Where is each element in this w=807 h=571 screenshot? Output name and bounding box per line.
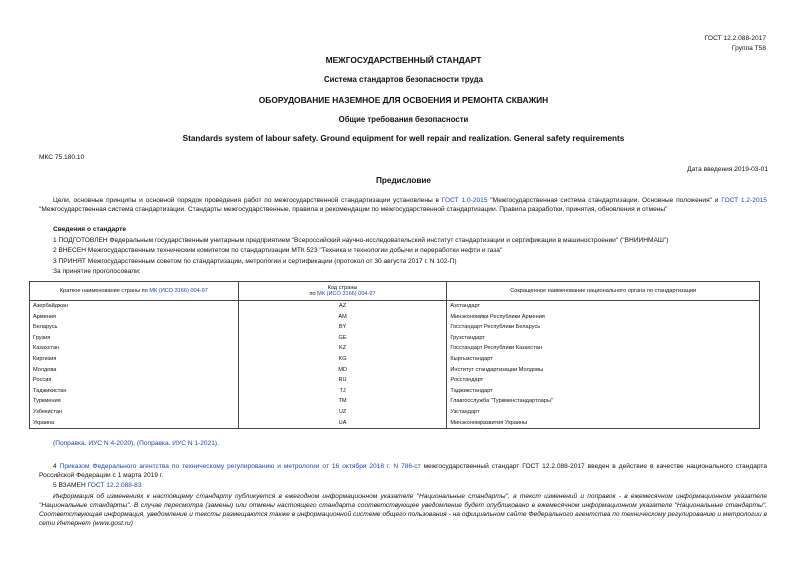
- country-code: RU: [238, 375, 447, 386]
- country-code: BY: [238, 322, 447, 333]
- gost-1-0-link[interactable]: ГОСТ 1.0-2015: [441, 197, 488, 204]
- country-code: KZ: [238, 343, 447, 354]
- country-code: TM: [238, 396, 447, 407]
- table-body: [30, 301, 760, 429]
- mks-code: МКС 75.180.10: [39, 154, 85, 161]
- rosstandart-order-link[interactable]: Приказом Федерального агентства по техническому регулированию и метрологии от 16 октября 2018 г. N 786-ст: [59, 463, 421, 470]
- voting-countries-table: [29, 281, 760, 429]
- country-name: Киргизия: [30, 354, 239, 365]
- standard-group: Группа Т58: [731, 45, 766, 52]
- national-body: Кыргызстандарт: [447, 354, 760, 365]
- national-body: Госстандарт Республики Казахстан: [447, 343, 760, 354]
- national-body: Узстандарт: [447, 407, 760, 418]
- national-body: Таджикстандарт: [447, 386, 760, 397]
- national-body: Госстандарт Республики Беларусь: [447, 322, 760, 333]
- preface-heading: Предисловие: [376, 176, 431, 185]
- country-name: Азербайджан: [30, 301, 239, 312]
- document-subtitle: Общие требования безопасности: [338, 115, 469, 124]
- mk-iso-link[interactable]: МК (ИСО 3166) 004-97: [149, 287, 208, 294]
- standard-type-heading: МЕЖГОСУДАРСТВЕННЫЙ СТАНДАРТ: [325, 55, 482, 65]
- table-header-row: [30, 282, 760, 301]
- national-body: Институт стандартизации Молдовы: [447, 365, 760, 376]
- country-name: Россия: [30, 375, 239, 386]
- header-national-body: Сокращенное наименование национального органа по стандартизации: [447, 282, 760, 301]
- table-row: [30, 322, 760, 333]
- table-row: [30, 312, 760, 323]
- item-2-introduced: 2 ВНЕСЕН Межгосударственным техническим комитетом по стандартизации МТК 523 "Техника и технологии добычи и переработки нефти и газа": [53, 247, 503, 254]
- standard-code: ГОСТ 12.2.088-2017: [704, 35, 766, 42]
- table-row: [30, 365, 760, 376]
- gost-12-2-088-83-link[interactable]: ГОСТ 12.2.088-83: [87, 482, 142, 489]
- table-row: [30, 375, 760, 386]
- preface-text-c: "Межгосударственная система стандартизации. Стандарты межгосударственные, правила и рекомендации по межгосударственной стандартизации. Правила разработки, принятия, обновления и отмены": [39, 206, 668, 213]
- item-4-enacted: 4 Приказом Федерального агентства по техническому регулированию и метрологии от 16 октября 2018 г. N 786-ст межгосударственный стандарт ГОСТ 12.2.088-2017 введен в действие в качестве национального стандарта Российской Федерации с 1 марта 2019 г.: [39, 463, 768, 479]
- country-name: Казахстан: [30, 343, 239, 354]
- table-row: [30, 418, 760, 429]
- gost-1-2-link[interactable]: ГОСТ 1.2-2015: [721, 197, 767, 204]
- national-body: Минэкономразвития Украины: [447, 418, 760, 429]
- table-row: [30, 386, 760, 397]
- national-body: Росстандарт: [447, 375, 760, 386]
- introduction-date: Дата введения 2019-03-01: [687, 166, 768, 173]
- table-row: [30, 407, 760, 418]
- header-country-name: Краткое наименование страны по МК (ИСО 3166) 004-97: [30, 282, 239, 301]
- country-code: MD: [238, 365, 447, 376]
- country-code: KG: [238, 354, 447, 365]
- country-code: GE: [238, 333, 447, 344]
- table-row: [30, 396, 760, 407]
- english-title: Standards system of labour safety. Ground equipment for well repair and realization. General safety requirements: [182, 134, 625, 143]
- item-1-prepared: 1 ПОДГОТОВЛЕН Федеральным государственным унитарным предприятием "Всероссийский научно-исследовательский институт стандартизации и сертификации в машиностроении" ("ВНИИНМАШ"): [53, 237, 669, 244]
- item-4-text: межгосударственный стандарт ГОСТ 12.2.088-2017 введен в действие в качестве национального стандарта Российской Федерации с 1 марта 2019 г.: [39, 463, 768, 479]
- country-name: Армения: [30, 312, 239, 323]
- document-title: ОБОРУДОВАНИЕ НАЗЕМНОЕ ДЛЯ ОСВОЕНИЯ И РЕМОНТА СКВАЖИН: [258, 95, 549, 105]
- country-code: UZ: [238, 407, 447, 418]
- preface-text-b: "Межгосударственная система стандартизации. Основные положения" и: [490, 197, 719, 204]
- table-row: [30, 333, 760, 344]
- header-country-code: Код страны по МК (ИСО 3166) 004-97: [238, 282, 447, 301]
- voted-label: За принятие проголосовали:: [53, 268, 141, 275]
- country-name: Узбекистан: [30, 407, 239, 418]
- national-body: Азстандарт: [447, 301, 760, 312]
- country-code: AM: [238, 312, 447, 323]
- country-name: Молдова: [30, 365, 239, 376]
- national-body: Минэкономики Республики Армения: [447, 312, 760, 323]
- country-code: AZ: [238, 301, 447, 312]
- country-name: Таджикистан: [30, 386, 239, 397]
- country-code: UA: [238, 418, 447, 429]
- item-5-replaces: 5 ВЗАМЕН ГОСТ 12.2.088-83: [53, 482, 142, 489]
- mk-iso-link[interactable]: МК (ИСО 3166) 004-97: [317, 291, 376, 297]
- standard-info-heading: Сведения о стандарте: [53, 226, 127, 233]
- country-code: TJ: [238, 386, 447, 397]
- amendment-link-2020[interactable]: Поправка: [55, 440, 85, 447]
- country-name: Украина: [30, 418, 239, 429]
- system-title: Система стандартов безопасности труда: [324, 75, 483, 84]
- country-name: Беларусь: [30, 322, 239, 333]
- country-name: Грузия: [30, 333, 239, 344]
- preface-paragraph: [39, 196, 767, 214]
- national-body: Главгосслужба "Туркменстандартлары": [447, 396, 760, 407]
- table-row: [30, 343, 760, 354]
- national-body: Грузстандарт: [447, 333, 760, 344]
- country-name: Туркмения: [30, 396, 239, 407]
- item-3-adopted: 3 ПРИНЯТ Межгосударственным советом по стандартизации, метрологии и сертификации (протокол от 30 августа 2017 г. N 102-П): [53, 258, 457, 265]
- amendment-link-2021[interactable]: Поправка: [139, 440, 169, 447]
- table-row: [30, 354, 760, 365]
- changes-notice: Информация об изменениях к настоящему стандарту публикуется в ежегодном информационном указателе "Национальные стандарты", а текст изменений и поправок - в ежемесячном информационном указателе "Национальные стандарты". В случае пересмотра (замены) или отмены настоящего стандарта соответствующее уведомление будет опубликовано в ежемесячном информационном указателе "Национальные стандарты". Соответствующая информация, уведомление и тексты размещаются также в информационной системе общего пользования - на официальном сайте Федерального агентства по техническому регулированию и метрологии в сети Интернет (www.gost.ru): [39, 493, 767, 527]
- table-row: [30, 301, 760, 312]
- preface-text-a: Цели, основные принципы и основной порядок проведения работ по межгосударственной стандартизации установлены в: [53, 197, 440, 204]
- amendments-line: (Поправка. ИУС N 4-2020), (Поправка. ИУС N 1-2021).: [53, 440, 219, 447]
